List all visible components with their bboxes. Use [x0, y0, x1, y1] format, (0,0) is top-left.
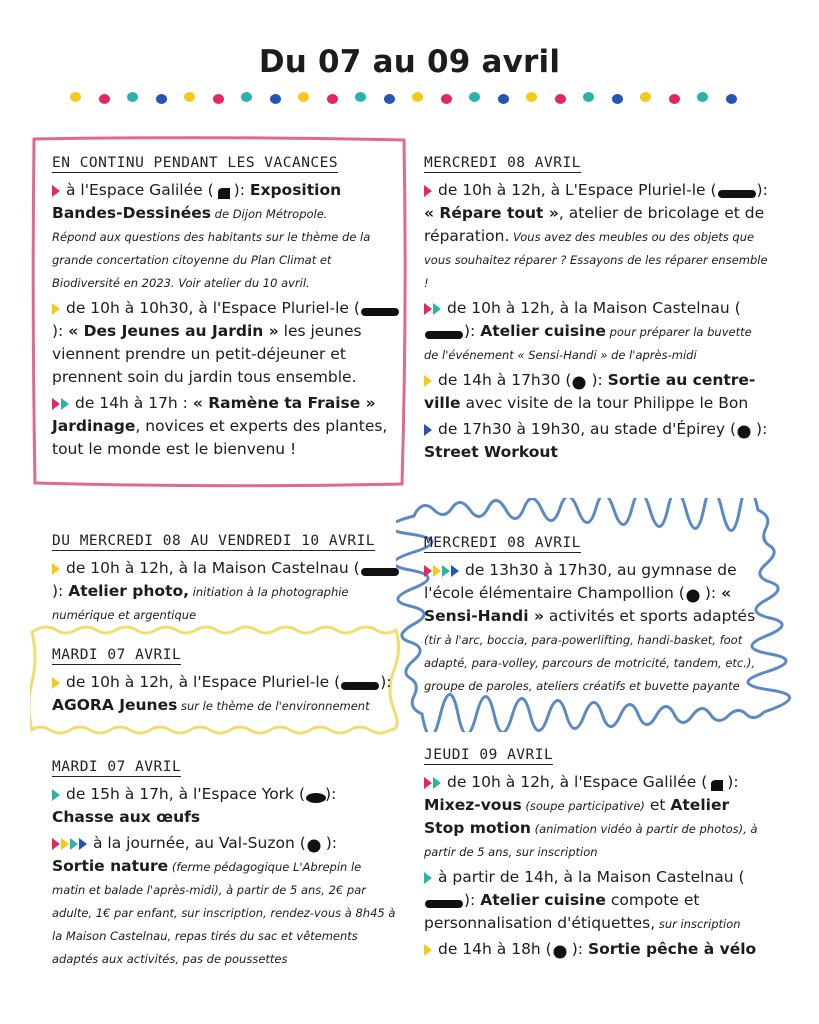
text-span: de 17h30 à 19h30, au stade d'Épirey (	[438, 420, 737, 438]
location-bar-icon	[424, 325, 464, 338]
location-bar-icon	[424, 894, 464, 907]
text-span: « Ramène ta Fraise » Jardinage	[52, 394, 376, 435]
text-span: sur inscription	[655, 917, 741, 931]
decorative-dot	[555, 94, 566, 104]
text-span: de 10h à 10h30, à l'Espace Pluriel-le (	[66, 299, 360, 317]
text-span: de 10h à 12h, à L'Espace Pluriel-le (	[438, 181, 717, 199]
text-span: Sortie pêche à vélo	[587, 940, 757, 958]
triangle-bullet-icon	[424, 564, 462, 578]
text-span: ):	[464, 322, 481, 340]
decorative-dot	[213, 94, 224, 104]
decorative-dot	[640, 92, 651, 102]
triangle-bullet-icon	[52, 302, 63, 316]
location-bar-icon	[717, 184, 757, 197]
decorative-dot	[583, 92, 594, 102]
section-header: MARDI 07 AVRIL	[52, 759, 182, 775]
section-header: DU MERCREDI 08 AU VENDREDI 10 AVRIL	[52, 533, 376, 549]
triangle-bullet-icon	[52, 676, 63, 690]
section-header: JEUDI 09 AVRIL	[424, 747, 554, 763]
list-item	[52, 671, 392, 717]
decorative-dot	[270, 94, 281, 104]
text-span: , novices et experts des plantes, tout le monde est le bienvenu !	[52, 417, 388, 458]
text-span: de Dijon Métropole.	[211, 207, 328, 221]
list-item	[424, 771, 769, 863]
text-span: et	[644, 796, 671, 814]
text-span: de 10h à 12h, à l'Espace Pluriel-le (	[66, 673, 341, 691]
section-thursday	[424, 744, 769, 964]
location-bar-icon	[360, 302, 400, 315]
location-quarter-icon	[707, 776, 727, 789]
text-span: pour préparer la buvette de l'événement « Sensi-Handi » de l'après-midi	[424, 325, 752, 362]
section-header: EN CONTINU PENDANT LES VACANCES	[52, 155, 339, 171]
decorative-dot	[355, 92, 366, 102]
text-span: ):	[571, 940, 588, 958]
decorative-dot	[156, 94, 167, 104]
text-span: Street Workout	[424, 443, 558, 461]
section-header: MERCREDI 08 AVRIL	[424, 535, 581, 551]
location-bar-icon	[360, 562, 400, 575]
text-span: à partir de 14h, à la Maison Castelnau (	[438, 868, 745, 886]
decorative-dot	[526, 92, 537, 102]
list-item	[52, 832, 397, 970]
text-span: de 10h à 12h, à l'Espace Galilée (	[447, 773, 708, 791]
text-span: Sortie au centre-ville	[424, 371, 756, 412]
triangle-bullet-icon	[424, 423, 435, 437]
section-tue-morning	[52, 644, 392, 720]
text-span: ):	[756, 420, 768, 438]
triangle-bullet-icon	[52, 837, 90, 851]
text-span: (animation vidéo à partir de photos), à partir de 5 ans, sur inscription	[424, 822, 758, 859]
text-span: de 10h à 12h, à la Maison Castelnau (	[66, 559, 360, 577]
list-item	[424, 418, 769, 464]
text-span: Atelier cuisine	[480, 891, 606, 909]
list-item	[424, 297, 769, 366]
text-span: Atelier photo,	[68, 582, 190, 600]
triangle-bullet-icon	[424, 374, 435, 388]
text-span: Répond aux questions des habitants sur le thème de la grande concertation citoyenne du Plan Climat et Biodiversité en 2023. Voir atelier du 10 avril.	[52, 230, 371, 290]
list-item	[52, 179, 402, 294]
text-span: de 14h à 18h (	[438, 940, 552, 958]
decorative-dot	[184, 92, 195, 102]
text-span: , atelier de bricolage et de réparation.	[424, 204, 765, 245]
text-span: (tir à l'arc, boccia, para-powerlifting, handi-basket, foot adapté, para-volley, parcours de motricité, tandem, etc.), groupe de paroles, ateliers créatifs et buvette payante	[424, 633, 756, 693]
text-span: Vous avez des meubles ou des objets que vous souhaitez réparer ? Essayons de les réparer ensemble !	[424, 230, 768, 290]
text-span: ):	[591, 371, 608, 389]
triangle-bullet-icon	[52, 788, 63, 802]
text-span: Atelier Stop motion	[424, 796, 730, 837]
text-span: ):	[52, 582, 69, 600]
location-dot-icon	[306, 837, 326, 850]
triangle-bullet-icon	[52, 397, 72, 411]
location-dot-icon	[685, 587, 705, 600]
decorative-dot	[469, 92, 480, 102]
location-dot-icon	[552, 943, 572, 956]
text-span: « Répare tout »	[424, 204, 559, 222]
triangle-bullet-icon	[424, 871, 435, 885]
text-span: (soupe participative)	[521, 799, 645, 813]
text-span: de 14h à 17h :	[75, 394, 193, 412]
list-item	[424, 369, 769, 415]
decorative-dot	[327, 94, 338, 104]
decorative-dot	[441, 94, 452, 104]
decorative-dot	[726, 94, 737, 104]
list-item	[424, 866, 769, 935]
section-header: MARDI 07 AVRIL	[52, 647, 182, 663]
text-span: « Sensi-Handi »	[424, 584, 732, 625]
section-tue-afternoon	[52, 756, 397, 973]
decorative-dot	[412, 92, 423, 102]
decorative-dot	[99, 94, 110, 104]
text-span: ):	[52, 322, 69, 340]
decorative-dot	[669, 94, 680, 104]
triangle-bullet-icon	[424, 776, 444, 790]
text-span: de 10h à 12h, à la Maison Castelnau (	[447, 299, 741, 317]
decorative-dot	[498, 94, 509, 104]
text-span: ):	[325, 785, 337, 803]
triangle-bullet-icon	[52, 562, 63, 576]
decorative-dot	[241, 92, 252, 102]
list-item	[424, 559, 764, 697]
text-span: « Des Jeunes au Jardin »	[68, 322, 279, 340]
list-item	[52, 297, 402, 389]
list-item	[52, 557, 402, 626]
text-span: ):	[380, 673, 392, 691]
text-span: Atelier cuisine	[480, 322, 606, 340]
text-span: à la journée, au Val-Suzon (	[93, 834, 306, 852]
text-span: sur le thème de l'environnement	[177, 699, 370, 713]
text-span: de 14h à 17h30 (	[438, 371, 572, 389]
decorative-dot	[697, 92, 708, 102]
location-quarter-icon	[214, 184, 234, 197]
text-span: AGORA Jeunes	[52, 696, 178, 714]
text-span: de 13h30 à 17h30, au gymnase de l'école élémentaire Champollion (	[424, 561, 737, 602]
text-span: les jeunes viennent prendre un petit-déjeuner et prennent soin du jardin tous ensemble.	[52, 322, 362, 386]
list-item	[52, 783, 397, 829]
text-span: Chasse aux œufs	[52, 808, 201, 826]
text-span: activités et sports adaptés	[543, 607, 756, 625]
text-span: Mixez-vous	[424, 796, 522, 814]
location-oval-icon	[305, 788, 325, 801]
text-span: compote et personnalisation d'étiquettes,	[424, 891, 700, 932]
text-span: Exposition Bandes-Dessinées	[52, 181, 342, 222]
text-span: ):	[325, 834, 338, 852]
list-item	[424, 938, 769, 961]
text-span: ):	[704, 584, 722, 602]
triangle-bullet-icon	[52, 184, 63, 198]
decorative-dot	[298, 92, 309, 102]
list-item	[52, 392, 402, 461]
text-span: ):	[233, 181, 250, 199]
decorative-dot	[384, 94, 395, 104]
text-span: ):	[727, 773, 739, 791]
list-item	[424, 179, 769, 294]
triangle-bullet-icon	[424, 943, 435, 957]
section-header: MERCREDI 08 AVRIL	[424, 155, 581, 171]
page-title: Du 07 au 09 avril	[258, 44, 561, 80]
text-span: Sortie nature	[52, 857, 169, 875]
section-wed-sensi-handi	[424, 532, 764, 700]
text-span: initiation à la photographie numérique et argentique	[52, 585, 349, 622]
text-span: de 15h à 17h, à l'Espace York (	[66, 785, 306, 803]
section-wed-fri	[52, 530, 402, 629]
decorative-dot	[612, 94, 623, 104]
text-span: (ferme pédagogique L'Abrepin le matin et balade l'après-midi), à partir de 5 ans, 2€ par adulte, 1€ par enfant, sur inscription, rendez-vous à 8h45 à la Maison Castelnau, repas tirés du sac et vêtements adaptés aux activités, pas de poussettes	[52, 860, 396, 966]
triangle-bullet-icon	[424, 184, 435, 198]
text-span: ):	[464, 891, 481, 909]
text-span: à l'Espace Galilée (	[66, 181, 214, 199]
decorative-dot	[70, 92, 81, 102]
decorative-dots	[70, 92, 750, 106]
section-continuous	[52, 152, 402, 464]
text-span: avec visite de la tour Philippe le Bon	[460, 394, 749, 412]
location-bar-icon	[340, 676, 380, 689]
location-dot-icon	[571, 374, 591, 387]
section-wed-main	[424, 152, 769, 467]
location-dot-icon	[736, 423, 756, 436]
triangle-bullet-icon	[424, 302, 444, 316]
text-span: ):	[756, 181, 768, 199]
decorative-dot	[127, 92, 138, 102]
